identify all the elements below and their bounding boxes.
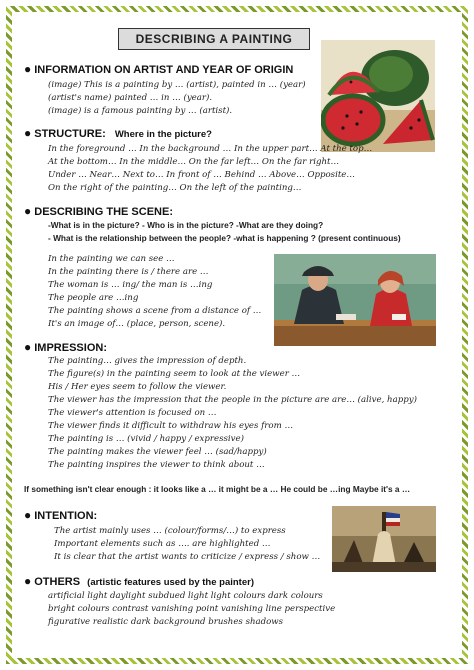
others-line: bright colours contrast vanishing point vanishing line perspective: [48, 604, 336, 614]
bullet-icon: ●: [24, 62, 32, 76]
painting-couple-at-counter: [274, 254, 436, 346]
scene-question: - What is the relationship between the people? -what is happening ? (present continuous): [48, 233, 401, 243]
others-line: artificial light daylight subdued light light colours dark colours: [48, 591, 323, 601]
scene-question: -What is in the picture? - Who is in the picture? -What are they doing?: [48, 220, 324, 230]
bullet-icon: ●: [24, 508, 32, 522]
section-heading-structure: ● STRUCTURE: Where in the picture?: [24, 126, 212, 140]
impression-line: The painting is … (vivid / happy / expressive): [48, 434, 244, 444]
impression-line: The viewer has the impression that the people in the picture are are… (alive, happy): [48, 395, 417, 405]
scene-line: The people are …ing: [48, 293, 139, 303]
section-heading-intention: ● INTENTION:: [24, 508, 98, 522]
scene-line: The woman is … ing/ the man is …ing: [48, 280, 213, 290]
intention-line: The artist mainly uses … (colour/forms/…) to express: [54, 526, 286, 536]
painting-watermelons: [321, 40, 435, 152]
impression-line: The viewer finds it difficult to withdraw his eyes from …: [48, 421, 294, 431]
structure-line: At the bottom… In the middle… On the far left… On the far right…: [48, 157, 340, 167]
structure-subheading: Where in the picture?: [114, 129, 212, 140]
impression-line: His / Her eyes seem to follow the viewer.: [48, 382, 227, 392]
intention-line: It is clear that the artist wants to criticize / express / show …: [54, 552, 321, 562]
bullet-icon: ●: [24, 126, 32, 140]
bullet-icon: ●: [24, 574, 32, 588]
impression-line: The painting inspires the viewer to think about …: [48, 460, 265, 470]
scene-line: In the painting we can see …: [48, 254, 175, 264]
section-heading-scene: ● DESCRIBING THE SCENE:: [24, 204, 173, 218]
info-line: (image) is a famous painting by … (artist).: [48, 106, 233, 116]
impression-line: The viewer's attention is focused on …: [48, 408, 217, 418]
impression-line: The painting… gives the impression of depth.: [48, 356, 247, 366]
scene-line: The painting shows a scene from a distance of …: [48, 306, 262, 316]
intention-line: Important elements such as …. are highlighted …: [54, 539, 271, 549]
section-heading-info: ● INFORMATION ON ARTIST AND YEAR OF ORIGIN: [24, 62, 294, 76]
others-line: figurative realistic dark background brushes shadows: [48, 617, 284, 627]
info-line: (image) This is a painting by … (artist), painted in … (year): [48, 80, 306, 90]
bullet-icon: ●: [24, 204, 32, 218]
section-heading-impression: ● IMPRESSION:: [24, 340, 107, 354]
info-line: (artist's name) painted … in … (year).: [48, 93, 213, 103]
page-title: DESCRIBING A PAINTING: [118, 28, 310, 50]
bullet-icon: ●: [24, 340, 32, 354]
scene-line: In the painting there is / there are …: [48, 267, 209, 277]
unclear-phrases: If something isn't clear enough : it looks like a … it might be a … He could be …ing Maybe it's a …: [24, 484, 411, 494]
structure-line: Under … Near… Next to… In front of … Behind … Above… Opposite…: [48, 170, 355, 180]
section-heading-others: ● OTHERS (artistic features used by the painter): [24, 574, 254, 588]
impression-line: The painting makes the viewer feel … (sad/happy): [48, 447, 267, 457]
structure-line: On the right of the painting… On the left of the painting…: [48, 183, 302, 193]
others-subheading: (artistic features used by the painter): [87, 577, 254, 588]
scene-line: It's an image of… (place, person, scene).: [48, 319, 226, 329]
painting-liberty-leading: [332, 506, 436, 572]
worksheet: [18, 18, 456, 652]
impression-line: The figure(s) in the painting seem to look at the viewer …: [48, 369, 301, 379]
structure-line: In the foreground … In the background … In the upper part… At the top…: [48, 144, 373, 154]
